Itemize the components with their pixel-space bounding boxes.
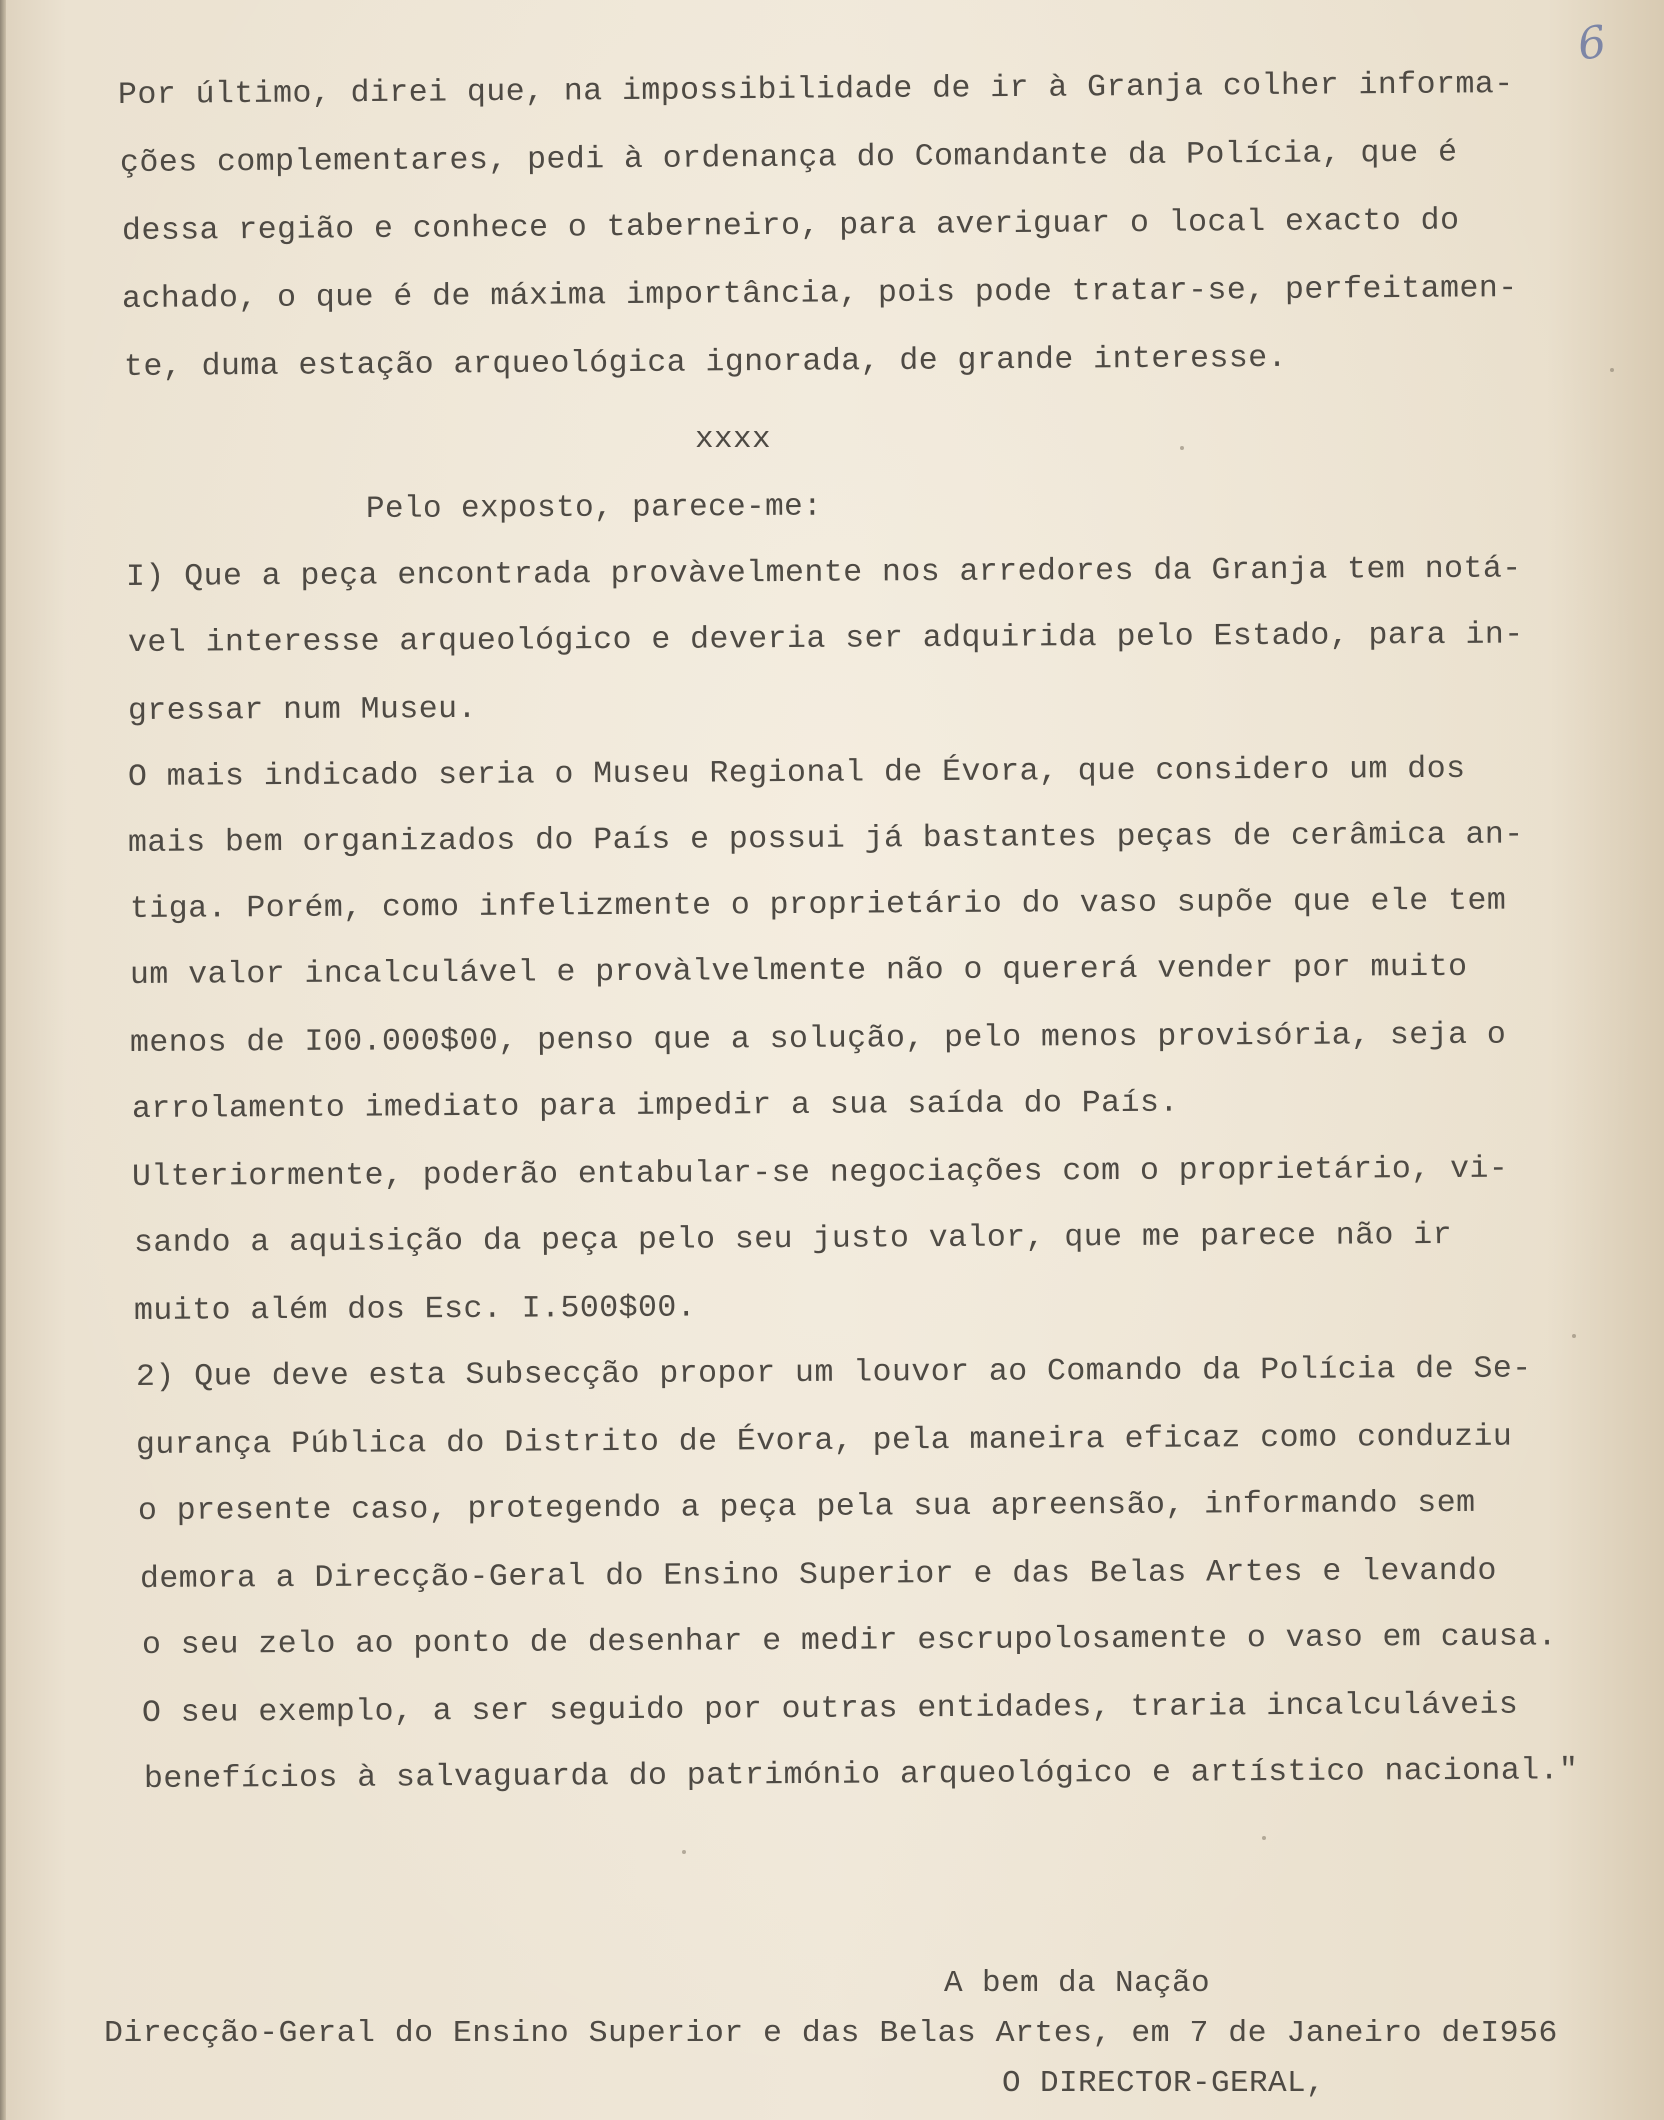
text-line: o seu zelo ao ponto de desenhar e medir escrupolosamente o vaso em causa.: [141, 1619, 1558, 1663]
paper-speck: [682, 1850, 686, 1854]
text-line: achado, o que é de máxima importância, pois pode tratar-se, perfeitamen-: [121, 271, 1518, 317]
text-line: vel interesse arqueológico e deveria ser adquirida pelo Estado, para in-: [127, 617, 1524, 661]
text-line: Ulteriormente, poderão entabular-se negociações com o proprietário, vi-: [131, 1151, 1509, 1195]
text-line: gurança Pública do Distrito de Évora, pela maneira eficaz como conduziu: [135, 1419, 1513, 1463]
text-line: ções complementares, pedi à ordenança do Comandante da Polícia, que é: [119, 135, 1458, 181]
closing-salutation: A bem da Nação: [944, 1966, 1211, 2001]
paper-speck: [1180, 446, 1184, 450]
text-line: um valor incalculável e provàlvelmente não o quererá vender por muito: [129, 949, 1468, 993]
text-line: O seu exemplo, a ser seguido por outras entidades, traria incalculáveis: [141, 1687, 1519, 1731]
paper-speck: [1610, 368, 1614, 372]
page-edge-shadow: [0, 0, 6, 2120]
paper-speck: [1262, 1836, 1266, 1840]
text-line: te, duma estação arqueológica ignorada, de grande interesse.: [123, 340, 1288, 385]
text-line: tiga. Porém, como infelizmente o proprietário do vaso supõe que ele tem: [129, 883, 1507, 927]
text-line: Por último, direi que, na impossibilidade de ir à Granja colher informa-: [117, 67, 1514, 113]
section-separator: xxxx: [695, 422, 772, 457]
closing-place-date: Direcção-Geral do Ensino Superior e das Belas Artes, em 7 de Janeiro deI956: [104, 2016, 1558, 2051]
text-line: I) Que a peça encontrada provàvelmente nos arredores da Granja tem notá-: [125, 551, 1522, 595]
text-line: O mais indicado seria o Museu Regional de Évora, que considero um dos: [127, 751, 1466, 795]
handwritten-page-number: 6: [1574, 16, 1610, 71]
signatory-title: O DIRECTOR-GERAL,: [1002, 2066, 1326, 2101]
text-line: arrolamento imediato para impedir a sua saída do País.: [131, 1085, 1179, 1127]
intro-line: Pelo exposto, parece-me:: [365, 489, 823, 527]
text-line: mais bem organizados do País e possui já bastantes peças de cerâmica an-: [127, 817, 1524, 861]
text-line: menos de I00.000$00, penso que a solução, pelo menos provisória, seja o: [129, 1017, 1507, 1061]
text-line: muito além dos Esc. I.500$00.: [133, 1290, 697, 1329]
text-line: gressar num Museu.: [127, 691, 478, 729]
text-line: demora a Direcção-Geral do Ensino Superior e das Belas Artes e levando: [139, 1553, 1497, 1597]
text-line: dessa região e conhece o taberneiro, para averiguar o local exacto do: [121, 203, 1460, 249]
text-line: 2) Que deve esta Subsecção propor um louvor ao Comando da Polícia de Se-: [135, 1351, 1532, 1395]
text-line: sando a aquisição da peça pelo seu justo valor, que me parece não ir: [133, 1217, 1453, 1261]
text-line: benefícios à salvaguarda do património arqueológico e artístico nacional.": [143, 1753, 1579, 1797]
text-line: o presente caso, protegendo a peça pela sua apreensão, informando sem: [137, 1485, 1476, 1529]
paper-speck: [1572, 1334, 1576, 1338]
